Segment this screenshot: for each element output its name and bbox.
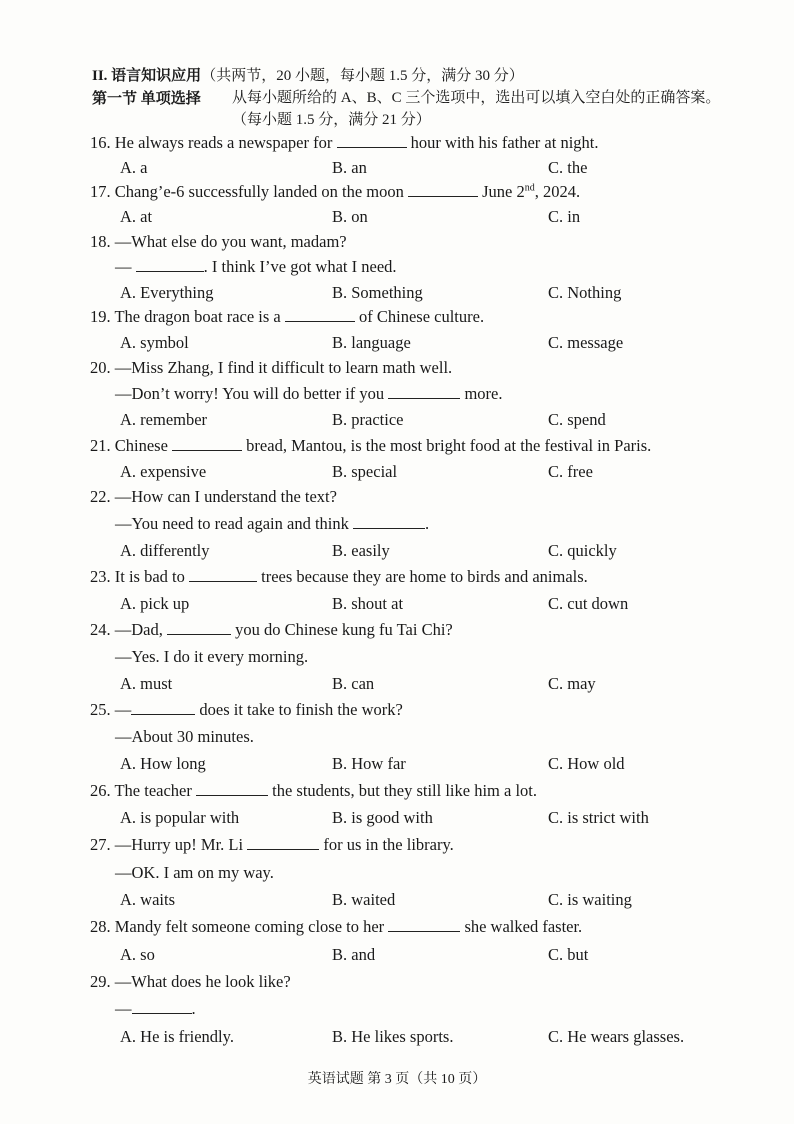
question-27: 27. —Hurry up! Mr. Li for us in the library.	[90, 835, 454, 854]
option-b[interactable]: B. practice	[332, 410, 404, 429]
option-c[interactable]: C. but	[548, 945, 589, 964]
options-27	[120, 890, 740, 912]
answer-blank[interactable]	[408, 182, 478, 197]
option-a[interactable]: A. a	[120, 158, 148, 177]
answer-blank[interactable]	[172, 436, 242, 451]
options-18	[120, 283, 740, 305]
question-22: 22. —How can I understand the text?	[90, 487, 337, 506]
part-label: 第一节 单项选择	[92, 91, 201, 107]
option-a[interactable]: A. differently	[120, 541, 210, 560]
options-16	[120, 158, 740, 180]
options-29	[120, 1027, 740, 1049]
option-a[interactable]: A. remember	[120, 410, 208, 429]
option-a[interactable]: A. must	[120, 674, 173, 693]
option-b[interactable]: B. language	[332, 333, 411, 352]
answer-blank[interactable]	[189, 567, 257, 582]
option-c[interactable]: C. is strict with	[548, 808, 649, 827]
option-c[interactable]: C. is waiting	[548, 890, 632, 909]
answer-blank[interactable]	[388, 917, 460, 932]
section-title: II. 语言知识应用	[92, 68, 202, 84]
question-23: 23. It is bad to trees because they are home to birds and animals.	[90, 567, 588, 586]
option-c[interactable]: C. message	[548, 333, 624, 352]
option-b[interactable]: B. How far	[332, 754, 406, 773]
option-c[interactable]: C. free	[548, 462, 593, 481]
answer-blank[interactable]	[167, 620, 231, 635]
option-b[interactable]: B. an	[332, 158, 367, 177]
option-c[interactable]: C. may	[548, 674, 596, 693]
options-28	[120, 945, 740, 967]
option-c[interactable]: C. He wears glasses.	[548, 1027, 685, 1046]
question-19: 19. The dragon boat race is a of Chinese culture.	[90, 307, 485, 326]
options-22	[120, 541, 740, 563]
answer-blank[interactable]	[337, 133, 407, 148]
option-a[interactable]: A. waits	[120, 890, 175, 909]
option-b[interactable]: B. waited	[332, 890, 396, 909]
options-21	[120, 462, 740, 484]
option-c[interactable]: C. cut down	[548, 594, 629, 613]
question-21: 21. Chinese bread, Mantou, is the most bright food at the festival in Paris.	[90, 436, 652, 455]
option-c[interactable]: C. Nothing	[548, 283, 622, 302]
question-20-line2: —Don’t worry! You will do better if you more.	[115, 384, 503, 403]
option-b[interactable]: B. and	[332, 945, 376, 964]
answer-blank[interactable]	[131, 700, 195, 715]
option-a[interactable]: A. pick up	[120, 594, 190, 613]
question-26: 26. The teacher the students, but they still like him a lot.	[90, 781, 538, 800]
answer-blank[interactable]	[136, 257, 204, 272]
question-24-line2: —Yes. I do it every morning.	[115, 647, 309, 666]
option-b[interactable]: B. Something	[332, 283, 423, 302]
option-a[interactable]: A. How long	[120, 754, 206, 773]
question-27-line2: —OK. I am on my way.	[115, 863, 274, 882]
option-c[interactable]: C. How old	[548, 754, 625, 773]
option-c[interactable]: C. quickly	[548, 541, 617, 560]
option-b[interactable]: B. He likes sports.	[332, 1027, 454, 1046]
options-19	[120, 333, 740, 355]
answer-blank[interactable]	[388, 384, 460, 399]
option-b[interactable]: B. shout at	[332, 594, 404, 613]
options-24	[120, 674, 740, 696]
question-20: 20. —Miss Zhang, I find it difficult to learn math well.	[90, 358, 453, 377]
question-29-line2: — .	[115, 999, 196, 1018]
option-a[interactable]: A. symbol	[120, 333, 189, 352]
section-note: （共两节，20 小题，每小题 1.5 分，满分 30 分）	[201, 68, 524, 84]
options-17	[120, 207, 740, 229]
option-c[interactable]: C. in	[548, 207, 581, 226]
question-22-line2: —You need to read again and think .	[115, 514, 430, 533]
option-b[interactable]: B. can	[332, 674, 375, 693]
option-b[interactable]: B. special	[332, 462, 398, 481]
question-18-line2: — . I think I’ve got what I need.	[115, 257, 397, 276]
options-25	[120, 754, 740, 776]
question-29: 29. —What does he look like?	[90, 972, 291, 991]
page-footer: 英语试题 第 3 页（共 10 页）	[307, 1072, 487, 1087]
option-c[interactable]: C. the	[548, 158, 588, 177]
section-heading	[92, 64, 524, 85]
option-a[interactable]: A. at	[120, 207, 153, 226]
question-17: 17. Chang’e-6 successfully landed on the moon June 2nd, 2024.	[90, 182, 581, 201]
question-25-line2: —About 30 minutes.	[115, 727, 254, 746]
question-28: 28. Mandy felt someone coming close to her she walked faster.	[90, 917, 583, 936]
options-23	[120, 594, 740, 616]
part-instructions: 从每小题所给的 A、B、C 三个选项中，选出可以填入空白处的正确答案。（每小题 1.5 分，满分 21 分）	[232, 90, 721, 128]
option-a[interactable]: A. He is friendly.	[120, 1027, 234, 1046]
option-b[interactable]: B. on	[332, 207, 368, 226]
question-24: 24. —Dad, you do Chinese kung fu Tai Chi?	[90, 620, 453, 639]
option-a[interactable]: A. Everything	[120, 283, 214, 302]
answer-blank[interactable]	[353, 514, 425, 529]
options-20	[120, 410, 740, 432]
answer-blank[interactable]	[285, 307, 355, 322]
question-25: 25. — does it take to finish the work?	[90, 700, 403, 719]
question-16: 16. He always reads a newspaper for hour with his father at night.	[90, 133, 599, 152]
question-18: 18. —What else do you want, madam?	[90, 232, 347, 251]
answer-blank[interactable]	[247, 835, 319, 850]
answer-blank[interactable]	[196, 781, 268, 796]
options-26	[120, 808, 740, 830]
option-c[interactable]: C. spend	[548, 410, 606, 429]
option-b[interactable]: B. is good with	[332, 808, 433, 827]
option-a[interactable]: A. is popular with	[120, 808, 240, 827]
option-a[interactable]: A. so	[120, 945, 155, 964]
answer-blank[interactable]	[132, 999, 192, 1014]
option-a[interactable]: A. expensive	[120, 462, 207, 481]
option-b[interactable]: B. easily	[332, 541, 390, 560]
